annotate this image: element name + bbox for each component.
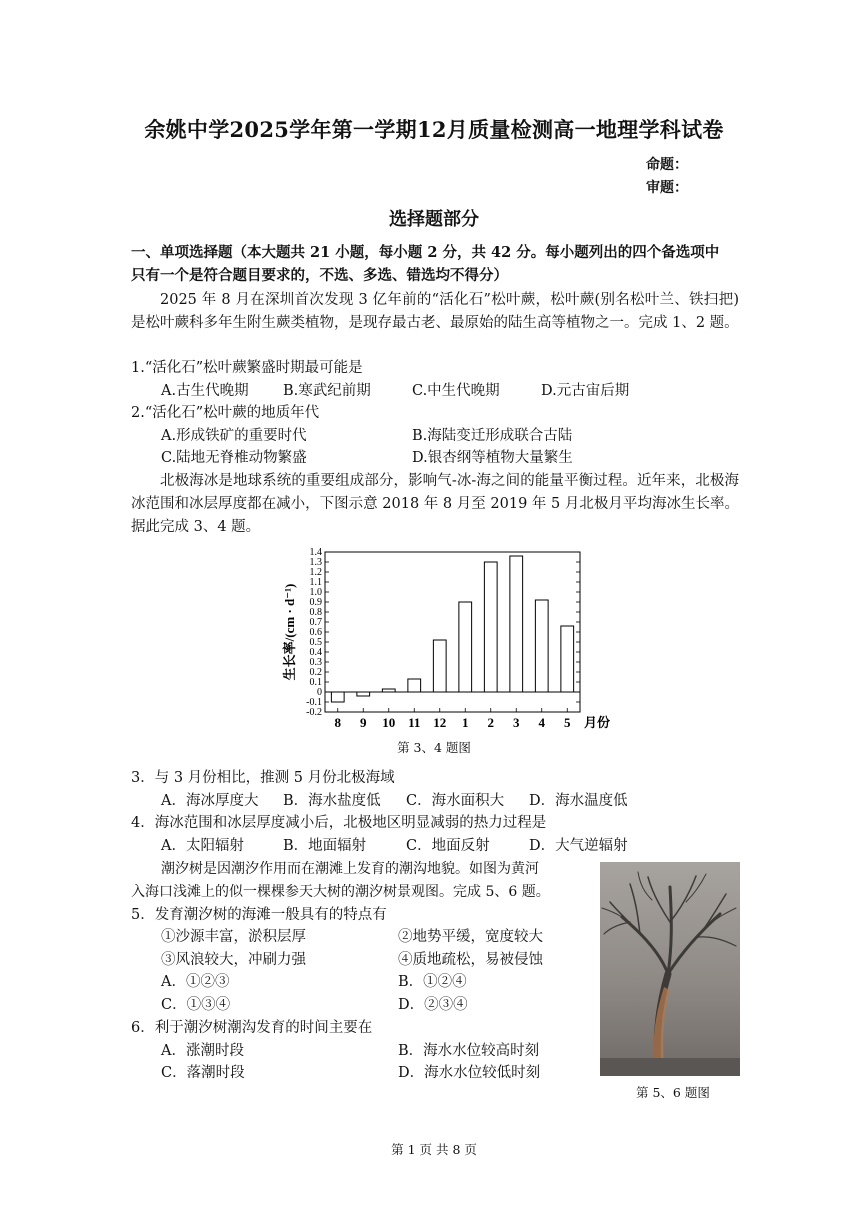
x-tick-label: 8 bbox=[334, 715, 341, 730]
q4-option-a: A．太阳辐射 bbox=[161, 838, 244, 854]
q3-stem: 3．与 3 月份相比，推测 5 月份北极海域 bbox=[131, 770, 395, 786]
q5-option-d: D．②③④ bbox=[398, 997, 468, 1013]
q5-option-a: A．①②③ bbox=[161, 974, 230, 990]
y-axis-label: 生长率/(cm · d⁻¹) bbox=[282, 583, 297, 681]
q5-option-c: C．①③④ bbox=[161, 997, 231, 1013]
passage-1: 2025 年 8 月在深圳首次发现 3 亿年前的“活化石”松叶蕨，松叶蕨(别名松叶兰、铁扫把)是松叶蕨科多年生附生蕨类植物，是现存最古老、最原始的陆生高等植物之一。完成 1、2 题。 bbox=[131, 292, 739, 331]
q2-option-c: C.陆地无脊椎动物繁盛 bbox=[161, 450, 307, 466]
y-tick-label: 0.2 bbox=[309, 667, 322, 678]
chart-caption: 第 3、4 题图 bbox=[397, 740, 471, 755]
bar-5 bbox=[561, 626, 574, 692]
q4-option-c: C．地面反射 bbox=[406, 838, 490, 854]
q4-option-b: B．地面辐射 bbox=[283, 838, 367, 854]
bar-8 bbox=[331, 692, 344, 702]
x-tick-label: 5 bbox=[564, 715, 571, 730]
reviewer-label: 审题： bbox=[646, 180, 688, 196]
page-title: 余姚中学2025学年第一学期12月质量检测高一地理学科试卷 bbox=[144, 117, 724, 142]
page-footer: 第 1 页 共 8 页 bbox=[391, 1142, 477, 1157]
x-tick-label: 9 bbox=[360, 715, 367, 730]
q1-option-b: B.寒武纪前期 bbox=[283, 383, 371, 399]
q6-option-b: B．海水水位较高时刻 bbox=[398, 1043, 540, 1059]
sea-ice-growth-chart bbox=[280, 540, 620, 740]
q1-option-a: A.古生代晚期 bbox=[161, 383, 249, 399]
q1-option-c: C.中生代晚期 bbox=[412, 383, 500, 399]
q2-option-d: D.银杏纲等植物大量繁生 bbox=[412, 450, 573, 466]
x-tick-label: 4 bbox=[538, 715, 545, 730]
q4-stem: 4．海冰范围和冰层厚度减小后，北极地区明显减弱的热力过程是 bbox=[131, 815, 547, 831]
q3-option-a: A．海冰厚度大 bbox=[161, 793, 259, 809]
passage-3-line-1: 潮汐树是因潮汐作用而在潮滩上发育的潮沟地貌。如图为黄河 bbox=[161, 861, 539, 877]
y-tick-label: 0.8 bbox=[309, 607, 322, 618]
q5-item-2: ②地势平缓，宽度较大 bbox=[398, 929, 543, 945]
y-tick-label: 0.6 bbox=[309, 627, 322, 638]
q3-option-b: B．海水盐度低 bbox=[283, 793, 381, 809]
y-tick-label: 1.0 bbox=[309, 587, 322, 598]
q6-option-a: A．涨潮时段 bbox=[161, 1043, 244, 1059]
x-tick-label: 12 bbox=[433, 715, 447, 730]
bar-12 bbox=[433, 640, 446, 692]
y-tick-label: -0.1 bbox=[306, 697, 322, 708]
q2-stem: 2.“活化石”松叶蕨的地质年代 bbox=[131, 405, 320, 421]
q4-option-d: D．大气逆辐射 bbox=[529, 838, 628, 854]
q5-option-b: B．①②④ bbox=[398, 974, 467, 990]
y-tick-label: 1.2 bbox=[309, 567, 322, 578]
q5-item-4: ④质地疏松，易被侵蚀 bbox=[398, 952, 543, 968]
bar-2 bbox=[484, 562, 497, 692]
x-tick-label: 2 bbox=[487, 715, 494, 730]
instructions-line-1: 一、单项选择题（本大题共 21 小题，每小题 2 分，共 42 分。每小题列出的四个备选项中 bbox=[131, 244, 720, 261]
q6-option-d: D．海水水位较低时刻 bbox=[398, 1065, 541, 1081]
x-axis-label: 月份 bbox=[584, 715, 611, 730]
y-tick-label: 0.5 bbox=[309, 637, 322, 648]
tidal-tree-photo bbox=[600, 862, 740, 1076]
q1-option-d: D.元古宙后期 bbox=[541, 383, 630, 399]
y-tick-label: 0.9 bbox=[309, 597, 322, 608]
passage-3-line-2: 入海口浅滩上的似一棵棵参天大树的潮汐树景观图。完成 5、6 题。 bbox=[131, 884, 550, 900]
q5-item-3: ③风浪较大，冲刷力强 bbox=[161, 952, 306, 968]
q5-stem: 5．发育潮汐树的海滩一般具有的特点有 bbox=[131, 907, 387, 923]
y-tick-label: 1.3 bbox=[309, 557, 322, 568]
q3-option-c: C．海水面积大 bbox=[406, 793, 505, 809]
x-tick-label: 10 bbox=[382, 715, 396, 730]
x-tick-label: 11 bbox=[408, 715, 421, 730]
q2-option-a: A.形成铁矿的重要时代 bbox=[161, 428, 307, 444]
x-tick-label: 3 bbox=[513, 715, 520, 730]
bar-10 bbox=[382, 689, 395, 692]
bar-3 bbox=[510, 556, 523, 692]
q3-option-d: D．海水温度低 bbox=[529, 793, 628, 809]
figure-5-6-caption: 第 5、6 题图 bbox=[636, 1085, 710, 1100]
y-tick-label: 0 bbox=[317, 687, 322, 698]
instructions-line-2: 只有一个是符合题目要求的，不选、多选、错选均不得分） bbox=[131, 267, 508, 284]
y-tick-label: 0.7 bbox=[309, 617, 322, 628]
q6-option-c: C．落潮时段 bbox=[161, 1065, 245, 1081]
y-tick-label: 0.1 bbox=[309, 677, 322, 688]
section-title: 选择题部分 bbox=[389, 209, 479, 230]
passage-2: 北极海冰是地球系统的重要组成部分，影响气-冰-海之间的能量平衡过程。近年来，北极海冰范围和冰层厚度都在减小，下图示意 2018 年 8 月至 2019 年 5 月北极月平均海冰生长率。据此完成 3、4 题。 bbox=[131, 473, 739, 535]
bar-4 bbox=[535, 600, 548, 692]
bar-11 bbox=[408, 679, 421, 692]
y-tick-label: -0.2 bbox=[306, 707, 322, 718]
y-tick-label: 1.4 bbox=[309, 547, 322, 558]
setter-label: 命题： bbox=[646, 157, 688, 173]
y-tick-label: 0.4 bbox=[309, 647, 322, 658]
q6-stem: 6．利于潮汐树潮沟发育的时间主要在 bbox=[131, 1020, 373, 1036]
bar-9 bbox=[357, 692, 370, 696]
y-tick-label: 1.1 bbox=[309, 577, 322, 588]
x-tick-label: 1 bbox=[462, 715, 469, 730]
y-tick-label: 0.3 bbox=[309, 657, 322, 668]
bar-1 bbox=[459, 602, 472, 692]
q2-option-b: B.海陆变迁形成联合古陆 bbox=[412, 428, 573, 444]
q5-item-1: ①沙源丰富，淤积层厚 bbox=[161, 929, 306, 945]
q1-stem: 1.“活化石”松叶蕨繁盛时期最可能是 bbox=[131, 360, 363, 376]
